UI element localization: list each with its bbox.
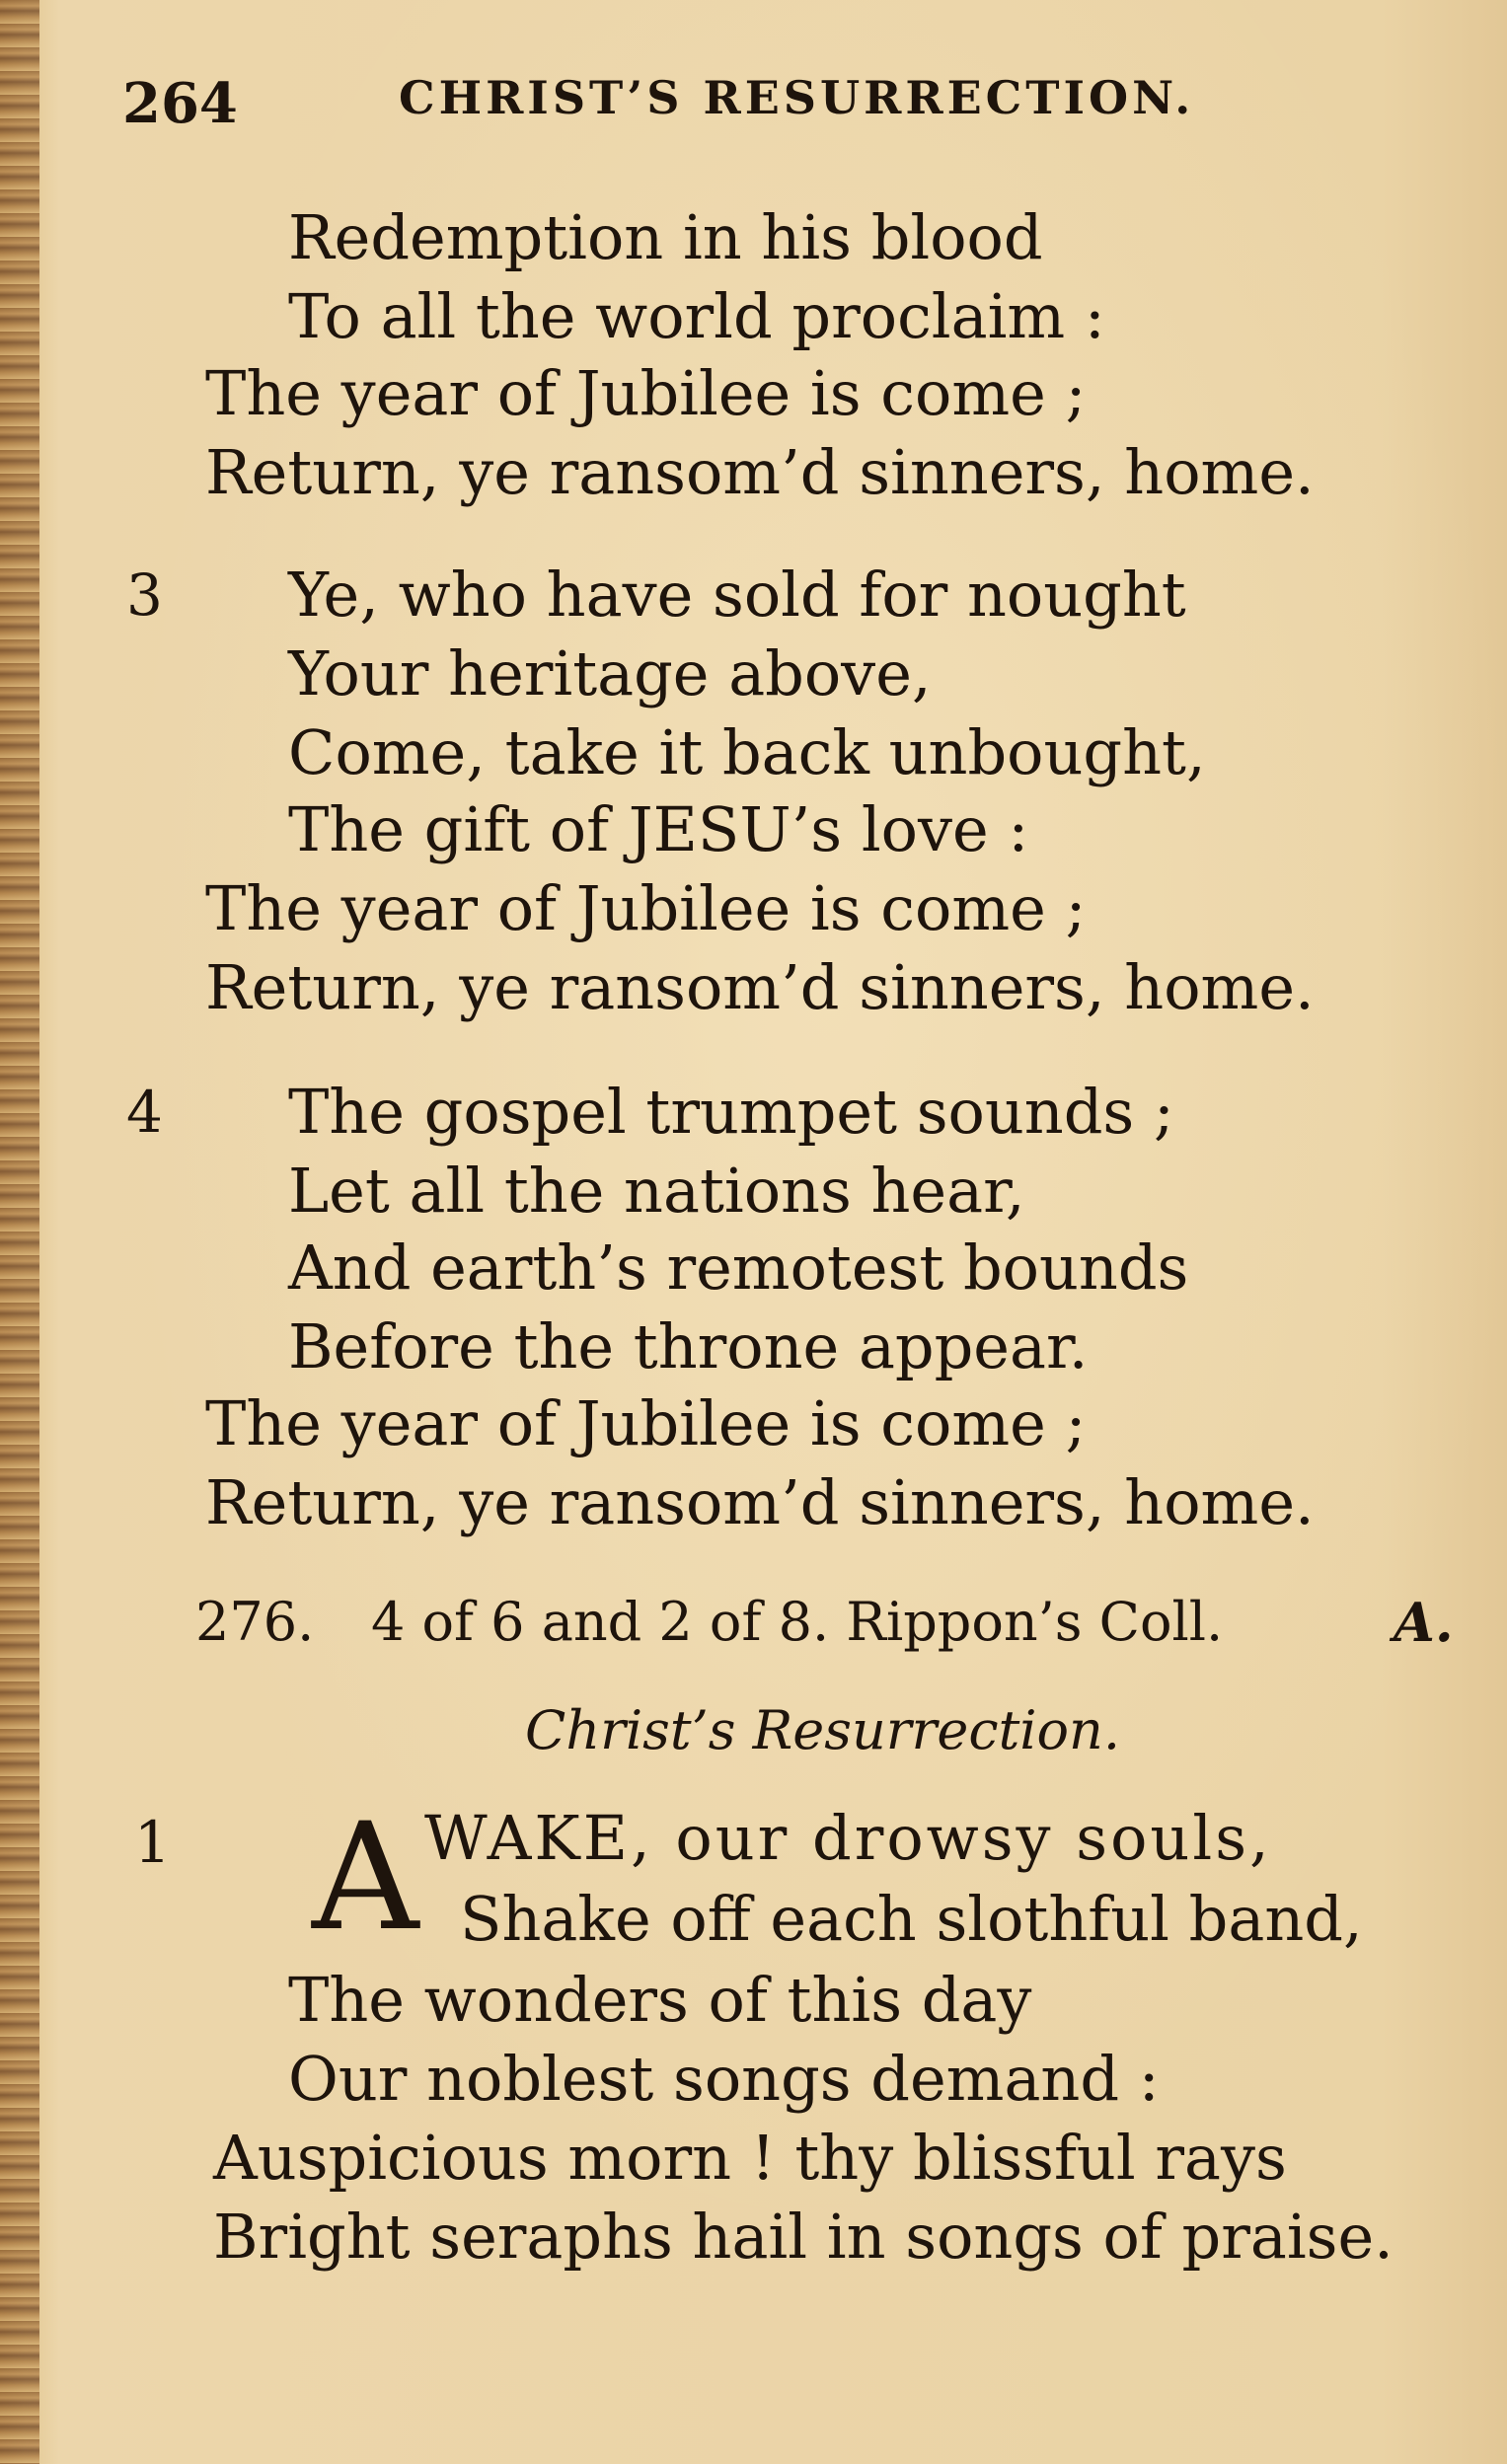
verse-line: Return, ye ransom’d sinners, home. bbox=[205, 436, 1315, 508]
verse-line: And earth’s remotest bounds bbox=[288, 1232, 1189, 1304]
hymn-letter: A. bbox=[1394, 1591, 1454, 1654]
verse-line: Bright seraphs hail in songs of praise. bbox=[213, 2201, 1394, 2273]
verse-number: 1 bbox=[134, 1809, 171, 1876]
verse-line: Come, take it back unbought, bbox=[288, 716, 1206, 788]
hymn-title: Christ’s Resurrection. bbox=[525, 1699, 1120, 1761]
verse-line: Auspicious morn ! thy blissful rays bbox=[213, 2122, 1287, 2194]
verse-line: Shake off each slothful band, bbox=[460, 1883, 1363, 1955]
page-edge-binding bbox=[0, 0, 39, 2464]
verse-line: Your heritage above, bbox=[288, 637, 932, 709]
verse-line: The gift of JESU’s love : bbox=[288, 793, 1029, 865]
verse-line: Redemption in his blood bbox=[288, 201, 1043, 273]
verse-line: WAKE, our drowsy souls, bbox=[424, 1802, 1272, 1874]
verse-number: 3 bbox=[126, 561, 163, 629]
verse-line: The year of Jubilee is come ; bbox=[205, 357, 1087, 429]
page-number: 264 bbox=[122, 71, 238, 136]
verse-number: 4 bbox=[126, 1079, 163, 1146]
verse-line: Let all the nations hear, bbox=[288, 1155, 1025, 1227]
verse-line: The year of Jubilee is come ; bbox=[205, 1387, 1087, 1459]
hymn-meter-source: 4 of 6 and 2 of 8. Rippon’s Coll. bbox=[371, 1591, 1224, 1653]
verse-line: The gospel trumpet sounds ; bbox=[288, 1076, 1174, 1148]
hymn-number: 276. bbox=[195, 1591, 315, 1653]
verse-line: Ye, who have sold for nought bbox=[288, 559, 1186, 631]
verse-line: Return, ye ransom’d sinners, home. bbox=[205, 1466, 1315, 1538]
verse-line: The wonders of this day bbox=[288, 1964, 1032, 2036]
drop-cap: A bbox=[312, 1792, 419, 1964]
verse-line: Return, ye ransom’d sinners, home. bbox=[205, 951, 1315, 1023]
running-title: CHRIST’S RESURRECTION. bbox=[399, 71, 1195, 124]
verse-line: To all the world proclaim : bbox=[288, 280, 1105, 352]
verse-line: The year of Jubilee is come ; bbox=[205, 872, 1087, 944]
verse-line: Our noblest songs demand : bbox=[288, 2043, 1160, 2115]
verse-line: Before the throne appear. bbox=[288, 1310, 1089, 1382]
